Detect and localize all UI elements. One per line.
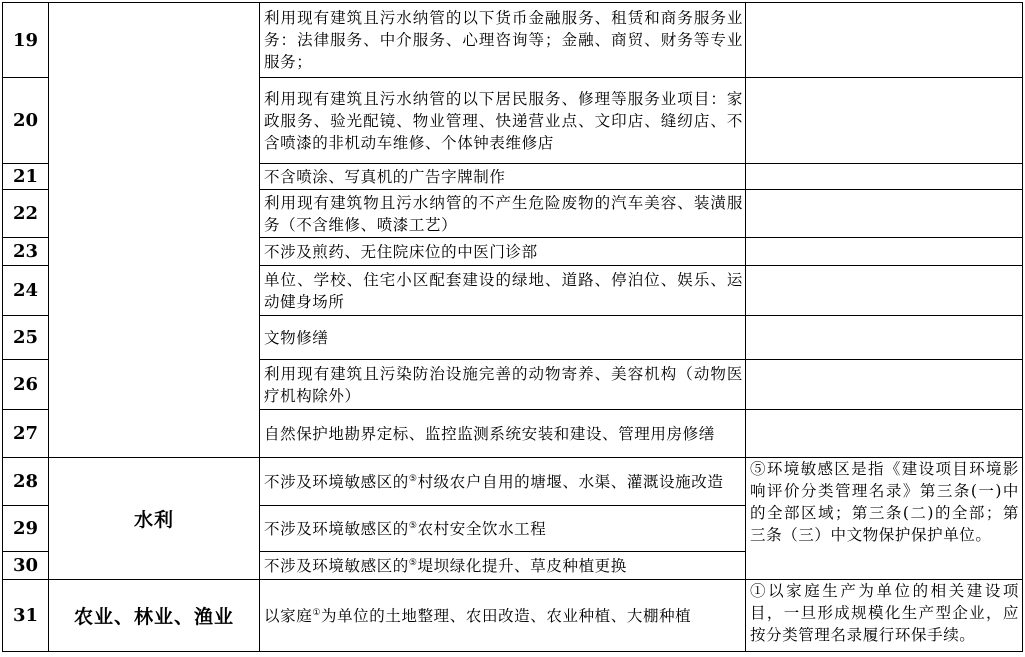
project-description: 利用现有建筑且污染防治设施完善的动物寄养、美容机构（动物医疗机构除外） (260, 360, 746, 410)
note-cell-empty (746, 360, 1023, 410)
row-number: 25 (3, 316, 49, 360)
table-row (3, 458, 1023, 506)
row-number: 31 (3, 580, 49, 652)
note-cell-empty (746, 3, 1023, 78)
project-description: 单位、学校、住宅小区配套建设的绿地、道路、停泊位、娱乐、运动健身场所 (260, 266, 746, 316)
note-sensitive-area: ⑤环境敏感区是指《建设项目环境影响评价分类管理名录》第三条(一)中的全部区域；第三条(二)的全部；第三条（三）中文物保护保护单位。 (746, 458, 1023, 580)
row-number: 28 (3, 458, 49, 506)
row-number: 30 (3, 552, 49, 580)
note-cell-empty (746, 266, 1023, 316)
category-cell-empty (49, 3, 260, 458)
note-cell-empty (746, 78, 1023, 164)
project-description: 不涉及环境敏感区的⑤堤坝绿化提升、草皮种植更换 (260, 552, 746, 580)
row-number: 26 (3, 360, 49, 410)
note-cell-empty (746, 410, 1023, 458)
row-number: 29 (3, 506, 49, 552)
note-cell-empty (746, 238, 1023, 266)
table-row (3, 580, 1023, 652)
project-description: 文物修缮 (260, 316, 746, 360)
project-description: 自然保护地勘界定标、监控监测系统安装和建设、管理用房修缮 (260, 410, 746, 458)
project-description: 利用现有建筑且污水纳管的以下居民服务、修理等服务业项目：家政服务、验光配镜、物业管理、快递营业点、文印店、缝纫店、不含喷漆的非机动车维修、个体钟表维修店 (260, 78, 746, 164)
row-number: 24 (3, 266, 49, 316)
note-household: ①以家庭生产为单位的相关建设项目，一旦形成规模化生产型企业，应按分类管理名录履行环保手续。 (746, 580, 1023, 652)
project-list-table (2, 2, 1023, 652)
category-agriculture: 农业、林业、渔业 (49, 580, 260, 652)
row-number: 22 (3, 190, 49, 238)
footnote-marker: ⑤ (408, 557, 418, 568)
note-cell-empty (746, 316, 1023, 360)
project-description: 以家庭①为单位的土地整理、农田改造、农业种植、大棚种植 (260, 580, 746, 652)
category-water-conservancy: 水利 (49, 458, 260, 580)
project-description: 不涉及环境敏感区的⑤村级农户自用的塘堰、水渠、灌溉设施改造 (260, 458, 746, 506)
project-description: 不涉及煎药、无住院床位的中医门诊部 (260, 238, 746, 266)
project-description: 不涉及环境敏感区的⑤农村安全饮水工程 (260, 506, 746, 552)
note-cell-empty (746, 190, 1023, 238)
project-description: 不含喷涂、写真机的广告字牌制作 (260, 164, 746, 190)
footnote-marker: ⑤ (408, 520, 418, 531)
row-number: 27 (3, 410, 49, 458)
footnote-marker: ① (312, 607, 321, 618)
note-cell-empty (746, 164, 1023, 190)
project-description: 利用现有建筑物且污水纳管的不产生危险废物的汽车美容、装潢服务（不含维修、喷漆工艺） (260, 190, 746, 238)
row-number: 20 (3, 78, 49, 164)
project-description: 利用现有建筑且污水纳管的以下货币金融服务、租赁和商务服务业务：法律服务、中介服务、心理咨询等；金融、商贸、财务等专业服务； (260, 3, 746, 78)
row-number: 23 (3, 238, 49, 266)
footnote-marker: ⑤ (408, 473, 418, 484)
row-number: 19 (3, 3, 49, 78)
table-row (3, 3, 1023, 78)
row-number: 21 (3, 164, 49, 190)
